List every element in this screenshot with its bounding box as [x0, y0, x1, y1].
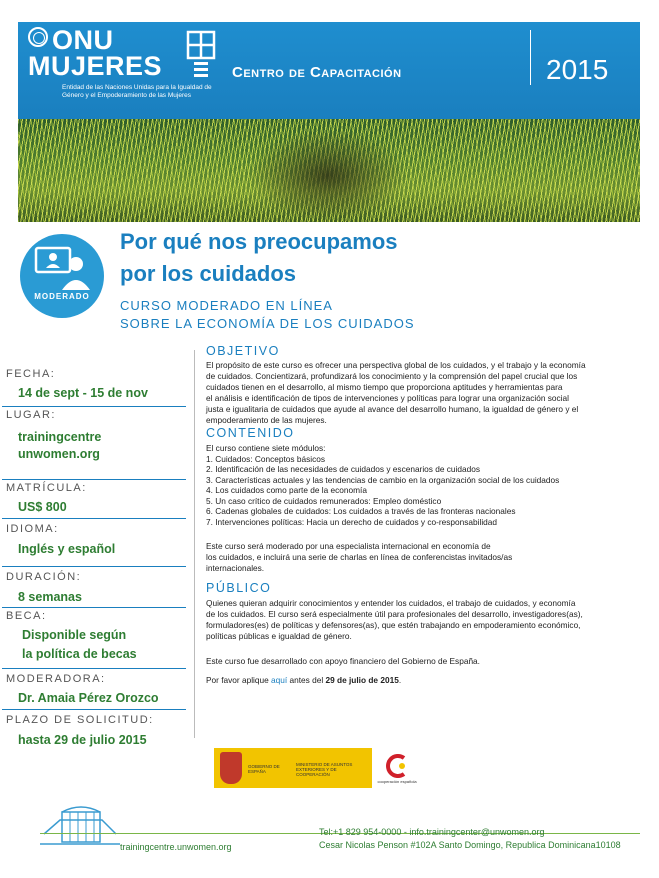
- un-globe-icon: [28, 27, 48, 47]
- moderadora-label: MODERADORA:: [6, 673, 106, 685]
- beca-value-line1: Disponible según: [22, 628, 127, 642]
- blue-banner: [18, 22, 640, 119]
- training-centre-building-icon: [40, 800, 120, 850]
- idioma-label: IDIOMA:: [6, 523, 59, 535]
- info-moderadora: [2, 669, 192, 709]
- apply-text: [206, 675, 646, 686]
- publico-line: formuladores(es) de políticas y defensores(as), que estén trabajando en empoderamiento económico,: [206, 620, 581, 630]
- fecha-label: FECHA:: [6, 368, 56, 380]
- moderadora-value: Dr. Amaia Pérez Orozco: [18, 691, 159, 705]
- plazo-label: PLAZO DE SOLICITUD:: [6, 714, 154, 726]
- course-title-line2: por los cuidados: [120, 261, 297, 286]
- course-info-sidebar: [2, 348, 192, 750]
- course-subtitle-line1: CURSO MODERADO EN LÍNEA: [120, 298, 333, 313]
- module-item: 2. Identificación de las necesidades de cuidados y escenarios de cuidados: [206, 464, 480, 474]
- module-item: 1. Cuidados: Conceptos básicos: [206, 453, 325, 464]
- spain-government-logo: [214, 748, 372, 788]
- objetivo-line: El propósito de este curso es ofrecer una perspectiva global de los cuidados, y el trabajo y la economía: [206, 360, 586, 370]
- moderation-note: [206, 541, 646, 574]
- publico-line: de los cuidados. El curso será especialmente útil para profesionales del desarrollo, investigadores(as),: [206, 609, 583, 619]
- onu-logo: [28, 26, 114, 54]
- course-description: [206, 346, 646, 686]
- funding-text: Este curso fue desarrollado con apoyo financiero del Gobierno de España.: [206, 656, 480, 666]
- apply-middle: antes del: [287, 675, 326, 685]
- publico-line: políticas públicas e igualdad de género.: [206, 631, 352, 641]
- spain-crest-icon: [220, 752, 242, 784]
- header-banner: [18, 22, 640, 222]
- apply-link[interactable]: aquí: [271, 675, 288, 685]
- badge-label: MODERADO: [34, 292, 90, 301]
- info-lugar: [2, 407, 192, 469]
- logo-onu-text: ONU: [52, 25, 114, 55]
- module-item: 3. Características actuales y las tendencias de cambio en la organización social de los cuidados: [206, 474, 560, 485]
- apply-deadline: 29 de julio de 2015: [325, 675, 399, 685]
- objetivo-text: [206, 360, 646, 426]
- objetivo-line: de cuidados. Concientizará, profundizará los conocimiento y la comprensión del papel crucial que los: [206, 371, 578, 381]
- beca-value-line2: la política de becas: [22, 647, 137, 661]
- footer-address: Cesar Nicolas Penson #102A Santo Domingo, Republica Dominicana10108: [319, 840, 621, 850]
- threads-photo: [18, 119, 640, 222]
- plazo-value: hasta 29 de julio 2015: [18, 733, 147, 747]
- course-subtitle-line2: SOBRE LA ECONOMÍA DE LOS CUIDADOS: [120, 316, 415, 331]
- footer-website-link[interactable]: trainingcentre.unwomen.org: [120, 842, 232, 852]
- module-item: 7. Intervenciones políticas: Hacia un derecho de cuidados y co-responsabilidad: [206, 516, 498, 527]
- info-beca: [2, 608, 192, 666]
- matricula-value: US$ 800: [18, 500, 67, 514]
- idioma-value: Inglés y español: [18, 542, 116, 556]
- contenido-heading: CONTENIDO: [206, 426, 295, 440]
- duracion-label: DURACIÓN:: [6, 571, 82, 583]
- cooperacion-espanola-logo: [377, 752, 417, 786]
- ministry-text: MINISTERIO DE ASUNTOS EXTERIORES Y DE COOPERACIÓN: [296, 762, 353, 777]
- apply-suffix: .: [398, 675, 402, 685]
- module-item: 5. Un caso crítico de cuidados remunerados: Empleo doméstico: [206, 495, 442, 506]
- info-duracion: [2, 567, 192, 607]
- objetivo-heading: OBJETIVO: [206, 344, 280, 358]
- un-women-emblem-icon: [186, 30, 216, 78]
- info-plazo: [2, 710, 192, 750]
- matricula-label: MATRÍCULA:: [6, 482, 87, 494]
- note-line: Este curso será moderado por una especialista internacional en economía de: [206, 541, 491, 551]
- contenido-intro: El curso contiene siete módulos:: [206, 443, 326, 453]
- objetivo-line: empoderamiento de las mujeres.: [206, 415, 327, 425]
- gov-text: GOBIERNO DE ESPAÑA: [248, 764, 280, 774]
- publico-line: Quienes quieran adquirir conocimientos y entender los cuidados, el trabajo de cuidados, y economía: [206, 598, 576, 608]
- footer-contact-line1: Tel:+1 829 954-0000 - info.trainingcenter@unwomen.org: [319, 827, 545, 837]
- lugar-label: LUGAR:: [6, 409, 56, 421]
- apply-prefix: Por favor aplique: [206, 675, 272, 685]
- moderated-badge: [20, 234, 104, 318]
- fecha-value: 14 de sept - 15 de nov: [18, 386, 148, 400]
- logo-subtext: Entidad de las Naciones Unidas para la Igualdad de Género y el Empoderamiento de las Mujeres: [62, 84, 212, 99]
- objetivo-line: justa e igualitaria de cuidados que ayude al avance del desarrollo humano, la igualdad de género y el: [206, 404, 579, 414]
- publico-text: [206, 598, 646, 642]
- computer-user-icon: [32, 246, 92, 290]
- centre-name: Centro de Capacitación: [232, 64, 402, 81]
- info-matricula: [2, 480, 192, 518]
- lugar-link-line2[interactable]: unwomen.org: [18, 447, 100, 461]
- note-line: los cuidados, e incluirá una serie de charlas en línea de conferencistas invitados/as: [206, 552, 513, 562]
- info-fecha: [2, 348, 192, 400]
- logo-mujeres-text: MUJERES: [28, 51, 163, 81]
- module-item: 6. Cadenas globales de cuidados: Los cuidados a través de las fronteras nacionales: [206, 506, 516, 516]
- year-divider: [530, 30, 531, 85]
- lugar-link-line1[interactable]: trainingcentre: [18, 430, 102, 444]
- year-label: 2015: [546, 54, 609, 85]
- column-divider: [194, 350, 195, 738]
- course-title-line1: Por qué nos preocupamos: [120, 229, 398, 254]
- duracion-value: 8 semanas: [18, 590, 82, 604]
- info-idioma: [2, 519, 192, 561]
- note-line: internacionales.: [206, 563, 265, 573]
- contenido-list: [206, 443, 646, 527]
- photo-shade: [248, 129, 408, 222]
- objetivo-line: cuidados tienen en el desarrollo, al mismo tiempo que proporciona aptitudes y herramientas para: [206, 382, 563, 392]
- coop-text: cooperación española: [377, 779, 417, 784]
- beca-label: BECA:: [6, 610, 47, 622]
- module-item: 4. Los cuidados como parte de la economía: [206, 485, 367, 495]
- objetivo-line: el análisis e identificación de tipos de intervenciones y políticas para lograr una organización social: [206, 393, 569, 403]
- publico-heading: PÚBLICO: [206, 581, 272, 595]
